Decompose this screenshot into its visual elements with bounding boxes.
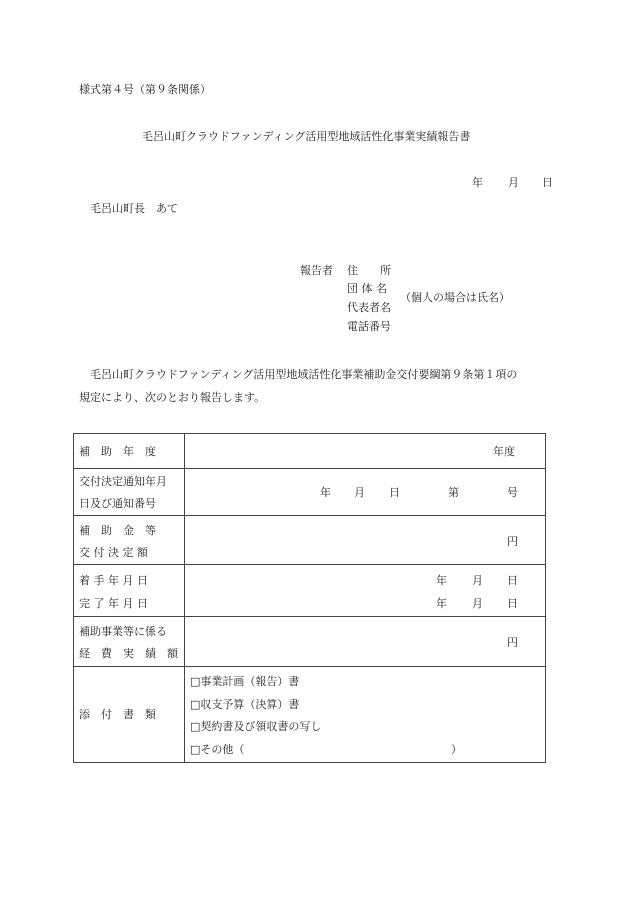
start-day: 日 <box>507 574 518 587</box>
row-subsidy-year-label: 補 助 年 度 <box>79 445 156 458</box>
completion-day: 日 <box>507 597 518 610</box>
addressee: 毛呂山町長 あて <box>90 202 178 215</box>
start-month: 月 <box>472 574 483 587</box>
date-year-label: 年 <box>472 176 483 189</box>
table-rule <box>73 468 546 469</box>
table-border-top <box>73 433 546 434</box>
table-rule <box>73 564 546 565</box>
table-column-divider <box>184 433 185 763</box>
row-attachments-label: 添 付 書 類 <box>79 708 156 721</box>
notice-number-suffix: 号 <box>507 486 518 499</box>
form-number: 様式第４号（第９条関係） <box>79 83 211 96</box>
row-completion-date-label: 完 了 年 月 日 <box>79 597 148 610</box>
notice-number-prefix: 第 <box>448 486 459 499</box>
attachment-checkbox-other[interactable]: □その他（ <box>190 743 245 756</box>
reporter-representative-label: 代表者名 <box>347 301 391 314</box>
row-grant-amount-label-line1: 補 助 金 等 <box>79 524 156 537</box>
row-actual-expense-label-line2: 経 費 実 績 額 <box>79 647 178 660</box>
row-actual-expense-label-line1: 補助事業等に係る <box>79 625 167 638</box>
notice-day: 日 <box>389 486 400 499</box>
start-year: 年 <box>436 574 447 587</box>
date-day-label: 日 <box>542 176 553 189</box>
attachment-checkbox-contract[interactable]: □契約書及び領収書の写し <box>190 720 322 733</box>
body-text-line2: 規定により、次のとおり報告します。 <box>79 391 266 404</box>
row-notice-label-line2: 日及び通知番号 <box>79 497 156 510</box>
table-border-right <box>545 433 546 763</box>
completion-year: 年 <box>436 597 447 610</box>
table-border-left <box>73 433 74 763</box>
reporter-group-label: 団 体 名 <box>347 282 387 295</box>
notice-year: 年 <box>320 486 331 499</box>
row-notice-label-line1: 交付決定通知年月 <box>79 475 167 488</box>
table-border-bottom <box>73 762 546 763</box>
grant-amount-unit: 円 <box>507 535 518 548</box>
reporter-address-label: 住 所 <box>347 264 391 277</box>
attachment-checkbox-budget[interactable]: □収支予算（決算）書 <box>190 698 300 711</box>
attachment-other-close-paren: ） <box>451 743 462 756</box>
notice-month: 月 <box>354 486 365 499</box>
attachment-checkbox-plan[interactable]: □事業計画（報告）書 <box>190 675 300 688</box>
reporter-label: 報告者 <box>300 264 333 277</box>
body-text-line1: 毛呂山町クラウドファンディング活用型地域活性化事業補助金交付要綱第９条第１項の <box>90 368 518 381</box>
table-rule <box>73 515 546 516</box>
actual-expense-unit: 円 <box>507 636 518 649</box>
date-month-label: 月 <box>508 176 519 189</box>
individual-note: （個人の場合は氏名） <box>400 291 510 304</box>
table-rule <box>73 616 546 617</box>
row-grant-amount-label-line2: 交 付 決 定 額 <box>79 546 148 559</box>
table-rule <box>73 666 546 667</box>
document-title: 毛呂山町クラウドファンディング活用型地域活性化事業実績報告書 <box>142 130 471 143</box>
row-start-date-label: 着 手 年 月 日 <box>79 574 148 587</box>
reporter-phone-label: 電話番号 <box>347 320 391 333</box>
row-subsidy-year-value: 年度 <box>493 445 515 458</box>
completion-month: 月 <box>472 597 483 610</box>
